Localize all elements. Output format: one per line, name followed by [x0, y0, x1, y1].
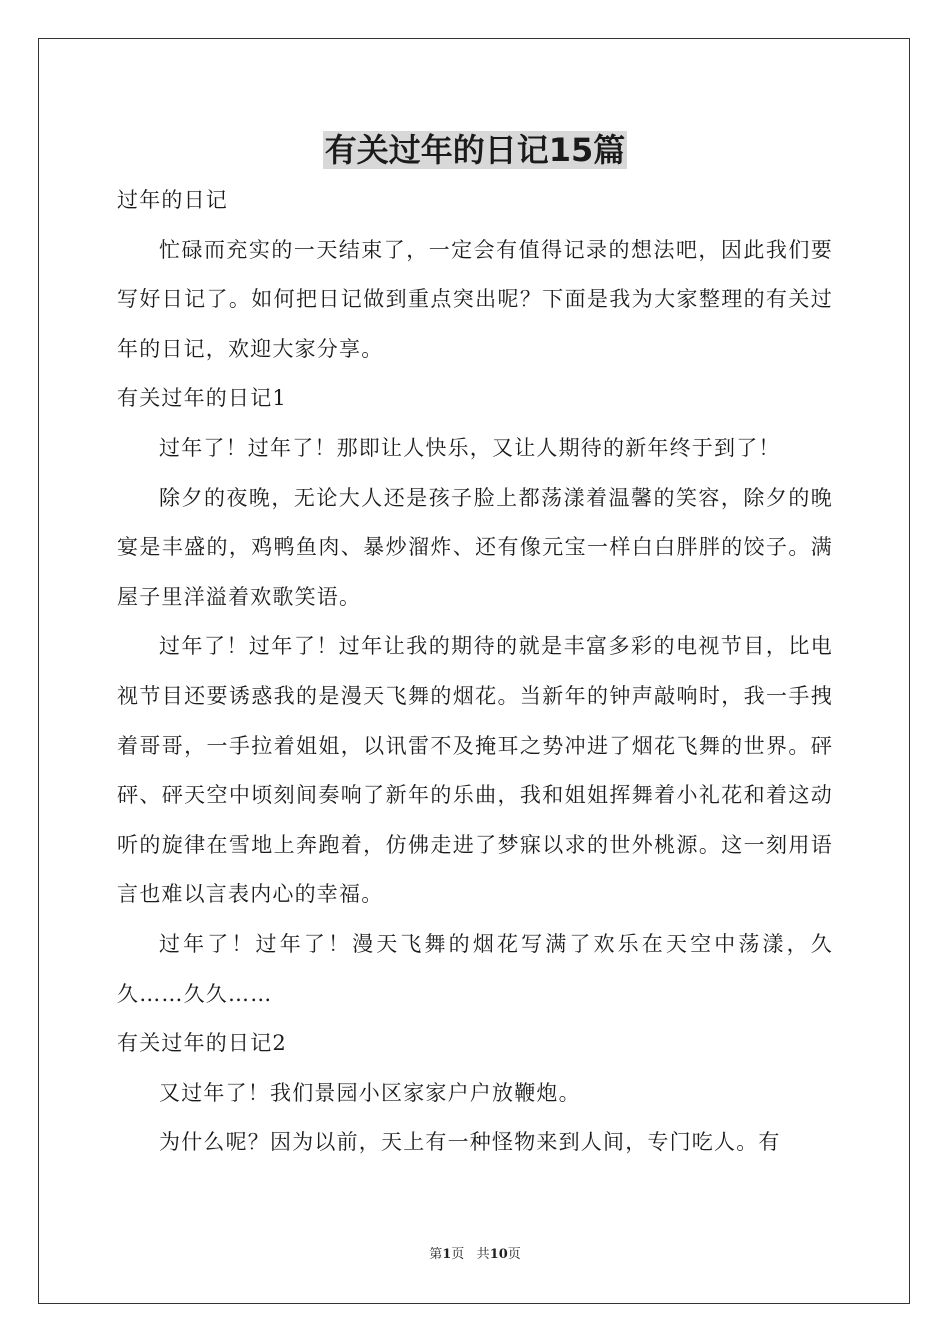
section-heading: 有关过年的日记1 [117, 386, 287, 411]
total-pages: 10 [489, 1247, 508, 1262]
body-paragraph: 又过年了！我们景园小区家家户户放鞭炮。 [159, 1080, 581, 1105]
section-heading: 有关过年的日记2 [117, 1031, 287, 1056]
document-title [0, 128, 950, 172]
body-paragraph: 除夕的夜晚，无论大人还是孩子脸上都荡漾着温馨的笑容，除夕的晚宴是丰盛的，鸡鸭鱼肉、暴炒溜炸、还有像元宝一样白白胖胖的饺子。满屋子里洋溢着欢歌笑语。 [117, 485, 833, 609]
section-heading: 过年的日记 [117, 188, 228, 212]
body-paragraph: 过年了！过年了！漫天飞舞的烟花写满了欢乐在天空中荡漾，久久……久久…… [117, 931, 833, 1006]
document-body [117, 176, 833, 1168]
page-number: 1 [442, 1247, 452, 1262]
total-prefix: 共 [476, 1247, 490, 1262]
body-paragraph: 为什么呢？因为以前，天上有一种怪物来到人间，专门吃人。有 [159, 1130, 781, 1155]
page-footer [0, 1246, 950, 1264]
page-prefix: 第 [429, 1247, 443, 1262]
body-paragraph: 忙碌而充实的一天结束了，一定会有值得记录的想法吧，因此我们要写好日记了。如何把日记做到重点突出呢？下面是我为大家整理的有关过年的日记，欢迎大家分享。 [117, 237, 833, 361]
total-suffix: 页 [507, 1247, 521, 1262]
document-title-text: 有关过年的日记15篇 [324, 131, 626, 169]
page-suffix: 页 [451, 1247, 465, 1262]
body-paragraph: 过年了！过年了！那即让人快乐，又让人期待的新年终于到了！ [159, 435, 781, 460]
body-paragraph: 过年了！过年了！过年让我的期待的就是丰富多彩的电视节目，比电视节目还要诱惑我的是漫天飞舞的烟花。当新年的钟声敲响时，我一手拽着哥哥，一手拉着姐姐，以讯雷不及掩耳之势冲进了烟花飞舞的世界。砰砰、砰天空中顷刻间奏响了新年的乐曲，我和姐姐挥舞着小礼花和着这动听的旋律在雪地上奔跑着，仿佛走进了梦寐以求的世外桃源。这一刻用语言也难以言表内心的幸福。 [117, 634, 833, 907]
